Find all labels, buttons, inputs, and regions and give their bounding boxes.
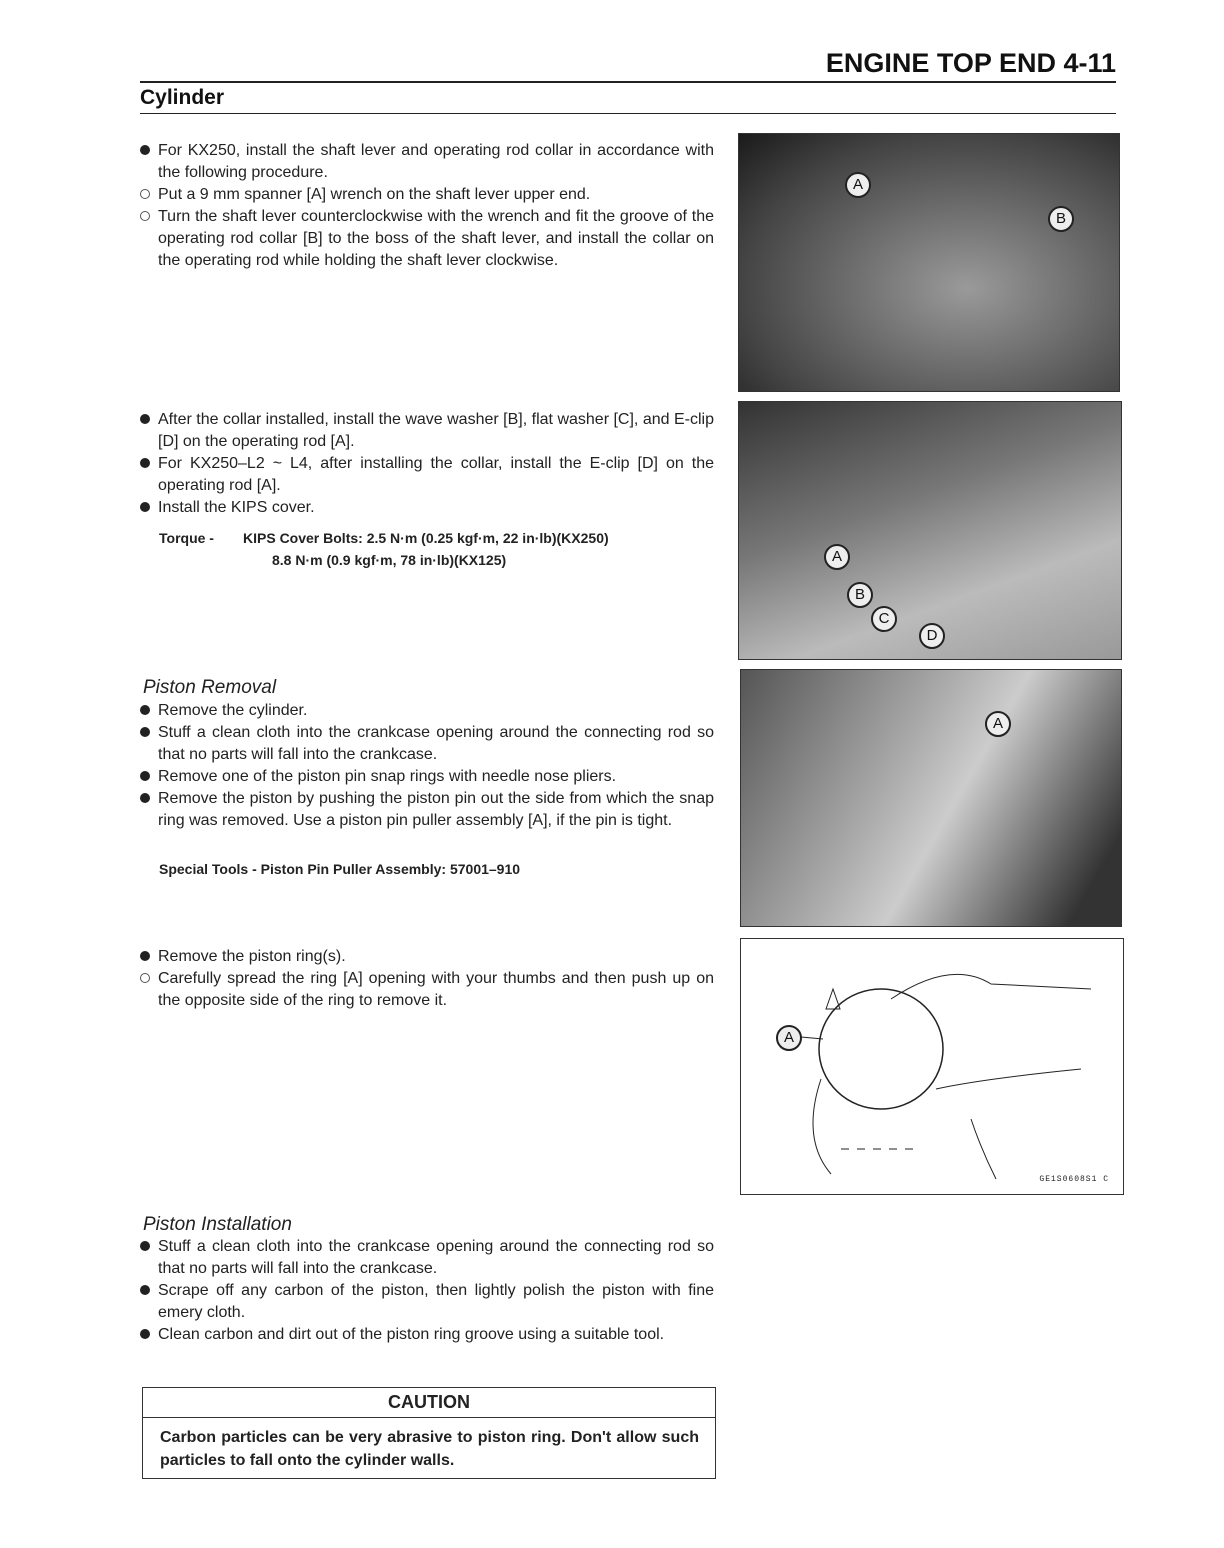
piston-ring-illustration <box>741 939 1123 1194</box>
list-item <box>140 1236 714 1280</box>
open-bullet-icon <box>140 968 154 990</box>
list-item <box>140 946 714 968</box>
torque-spec <box>159 527 733 571</box>
list-item-text: Install the KIPS cover. <box>158 499 315 516</box>
list-item <box>140 184 714 206</box>
list-item-text: Stuff a clean cloth into the crankcase opening around the connecting rod so that no parts will fall into the crankcase. <box>158 724 714 763</box>
filled-bullet-icon <box>140 497 154 519</box>
figure-washers-photo <box>738 401 1122 660</box>
piston-installation-list <box>140 1236 714 1346</box>
list-item <box>140 140 714 184</box>
callout-c: C <box>871 606 897 632</box>
open-bullet-icon <box>140 184 154 206</box>
filled-bullet-icon <box>140 722 154 744</box>
list-item-text: Remove the piston ring(s). <box>158 948 346 965</box>
list-item-text: Stuff a clean cloth into the crankcase opening around the connecting rod so that no parts will fall into the crankcase. <box>158 1238 714 1277</box>
figure-piston-ring-drawing <box>740 938 1124 1195</box>
list-item <box>140 722 714 766</box>
list-item-text: Remove the piston by pushing the piston pin out the side from which the snap ring was removed. Use a piston pin puller assembly [A], if the pin is tight. <box>158 790 714 829</box>
filled-bullet-icon <box>140 788 154 810</box>
list-item-text: Carefully spread the ring [A] opening with your thumbs and then push up on the opposite side of the ring to remove it. <box>158 970 714 1009</box>
torque-line-2: 8.8 N·m (0.9 kgf·m, 78 in·lb)(KX125) <box>272 552 507 568</box>
list-item <box>140 497 714 519</box>
caution-title: CAUTION <box>143 1388 715 1418</box>
list-item-text: Scrape off any carbon of the piston, then lightly polish the piston with fine emery cloth. <box>158 1282 714 1321</box>
callout-a: A <box>824 544 850 570</box>
callout-b: B <box>1048 206 1074 232</box>
caution-box <box>142 1387 716 1479</box>
list-item-text: Clean carbon and dirt out of the piston ring groove using a suitable tool. <box>158 1326 665 1343</box>
filled-bullet-icon <box>140 766 154 788</box>
list-item-text: For KX250, install the shaft lever and operating rod collar in accordance with the following procedure. <box>158 142 714 181</box>
list-item <box>140 206 714 272</box>
list-item-text: Remove the cylinder. <box>158 702 308 719</box>
piston-removal-list <box>140 700 714 832</box>
figure-code: GE1S0608S1 C <box>1039 1175 1109 1184</box>
list-item <box>140 453 714 497</box>
section-title: Cylinder <box>140 86 225 109</box>
block1 <box>140 140 714 272</box>
section-rule <box>140 113 1116 114</box>
list-item <box>140 1280 714 1324</box>
callout-b: B <box>847 582 873 608</box>
filled-bullet-icon <box>140 1280 154 1302</box>
filled-bullet-icon <box>140 140 154 162</box>
callout-d: D <box>919 623 945 649</box>
list-item-text: Put a 9 mm spanner [A] wrench on the shaft lever upper end. <box>158 186 591 203</box>
filled-bullet-icon <box>140 453 154 475</box>
caution-text: Carbon particles can be very abrasive to piston ring. Don't allow such particles to fall onto the cylinder walls. <box>160 1429 699 1469</box>
block2 <box>140 409 714 519</box>
torque-label: Torque - <box>159 530 214 546</box>
list-item <box>140 788 714 832</box>
filled-bullet-icon <box>140 700 154 722</box>
callout-a: A <box>845 172 871 198</box>
list-item-text: For KX250–L2 ~ L4, after installing the collar, install the E-clip [D] on the operating rod [A]. <box>158 455 714 494</box>
open-bullet-icon <box>140 206 154 228</box>
filled-bullet-icon <box>140 946 154 968</box>
list-item <box>140 968 714 1012</box>
torque-line-1: KIPS Cover Bolts: 2.5 N·m (0.25 kgf·m, 22 in·lb)(KX250) <box>243 530 609 546</box>
list-item <box>140 409 714 453</box>
callout-a: A <box>776 1025 802 1051</box>
page-header: ENGINE TOP END 4-11 <box>825 48 1116 78</box>
special-tools: Special Tools - Piston Pin Puller Assembly: 57001–910 <box>159 861 521 877</box>
filled-bullet-icon <box>140 1236 154 1258</box>
figure-piston-pin-puller-photo <box>740 669 1122 927</box>
list-item-text: Turn the shaft lever counterclockwise with the wrench and fit the groove of the operating rod collar [B] to the boss of the shaft lever, and install the collar on the operating rod while holding the shaft lever clockwise. <box>158 208 714 269</box>
ring-removal-list <box>140 946 714 1012</box>
callout-a: A <box>985 711 1011 737</box>
figure-shaft-lever-photo <box>738 133 1120 392</box>
piston-removal-title: Piston Removal <box>143 677 277 698</box>
list-item-text: Remove one of the piston pin snap rings with needle nose pliers. <box>158 768 617 785</box>
filled-bullet-icon <box>140 409 154 431</box>
list-item <box>140 700 714 722</box>
list-item-text: After the collar installed, install the wave washer [B], flat washer [C], and E-clip [D] on the operating rod [A]. <box>158 411 714 450</box>
filled-bullet-icon <box>140 1324 154 1346</box>
list-item <box>140 1324 714 1346</box>
piston-installation-title: Piston Installation <box>143 1214 292 1235</box>
header-rule <box>140 81 1116 83</box>
list-item <box>140 766 714 788</box>
